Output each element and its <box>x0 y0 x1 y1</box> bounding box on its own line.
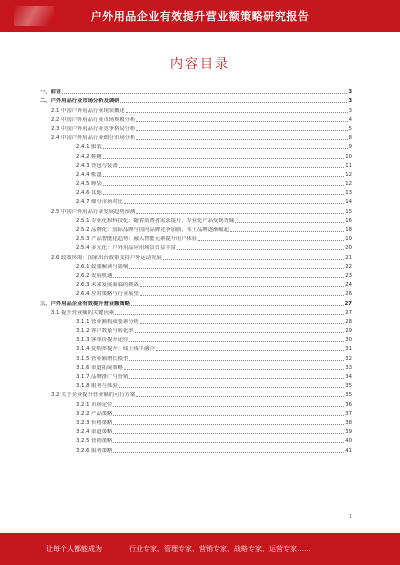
dot-leader <box>129 268 344 269</box>
toc-entry[interactable] <box>40 261 352 270</box>
toc-entry-label: 2.2 中国户外用品行业市场规模分析 <box>51 116 136 123</box>
toc-entry[interactable] <box>40 426 352 435</box>
toc-entry-label: 2.3 中国户外用品行业竞争格局分析 <box>51 125 136 132</box>
toc-entry-page: 12 <box>345 181 352 188</box>
toc-entry-page: 16 <box>345 217 352 224</box>
toc-entry[interactable] <box>40 316 352 325</box>
toc-entry-page: 19 <box>345 236 352 243</box>
dot-leader <box>135 332 345 333</box>
dot-leader <box>136 121 347 122</box>
dot-leader <box>177 249 344 250</box>
toc-entry-page: 29 <box>345 328 352 335</box>
toc-entry[interactable] <box>40 288 352 297</box>
toc-entry-page: 21 <box>345 254 352 261</box>
toc-entry-page: 40 <box>345 438 352 445</box>
toc-entry-label: 3.2.6 服务策略 <box>76 447 113 454</box>
toc-entry-page: 4 <box>348 116 352 123</box>
dot-leader <box>119 387 345 388</box>
toc-entry-page: 27 <box>344 300 352 307</box>
toc-entry-page: 41 <box>345 447 352 454</box>
toc-entry-label: 2.4.5 睡袋 <box>76 181 102 188</box>
toc-entry[interactable] <box>40 362 352 371</box>
toc-entry-label: 2.6.4 应对策略与行业展望 <box>76 291 139 298</box>
toc-entry-label: 2.6.1 政策解读与影响 <box>76 263 129 270</box>
toc-entry[interactable] <box>40 352 352 361</box>
dot-leader <box>113 452 344 453</box>
toc-entry-page: 9 <box>348 144 352 151</box>
toc-entry-page: 20 <box>345 245 352 252</box>
toc-entry[interactable] <box>40 398 352 407</box>
toc-entry-label: 3.2 关于企业提升营业额的可行方案 <box>51 392 136 399</box>
report-title: 户外用品企业有效提升营业额策略研究报告 <box>90 10 310 23</box>
toc-entry-label: 2.4.7 细分市场对比 <box>76 199 123 206</box>
dot-leader <box>115 314 344 315</box>
toc-entry-label: 3.1.5 营业额增长模型 <box>76 355 129 362</box>
dot-leader <box>129 341 344 342</box>
toc-entry-label: 3.2.2 产品策略 <box>76 410 113 417</box>
toc-entry-page: 32 <box>345 355 352 362</box>
toc-entry[interactable] <box>40 389 352 398</box>
dot-leader <box>124 203 344 204</box>
toc-entry-page: 35 <box>345 383 352 390</box>
toc-entry[interactable] <box>40 334 352 343</box>
toc-entry-page: 31 <box>345 346 352 353</box>
toc-entry-label: 2.4 中国户外用品行业细分市场分析 <box>51 135 136 142</box>
toc-entry[interactable] <box>40 325 352 334</box>
toc-entry[interactable] <box>40 123 352 132</box>
dot-leader <box>103 148 348 149</box>
toc-entry-label: 3.1.8 服务与体验 <box>76 383 118 390</box>
toc-entry[interactable] <box>40 132 352 141</box>
dot-leader <box>103 176 344 177</box>
dot-leader <box>62 93 347 94</box>
dot-leader <box>140 286 344 287</box>
toc-entry-page: 10 <box>345 153 352 160</box>
toc-entry[interactable] <box>40 104 352 113</box>
dot-leader <box>113 424 344 425</box>
toc-entry-label: 3.1.3 客单价提升途径 <box>76 337 129 344</box>
toc-entry-label: 3.1 提升营业额的关键因素 <box>51 309 115 316</box>
page-number: 1 <box>348 514 352 520</box>
dot-leader <box>129 360 344 361</box>
toc-entry-page: 12 <box>345 171 352 178</box>
dot-leader <box>103 194 344 195</box>
toc-entry-page: 37 <box>345 410 352 417</box>
toc-heading: 内容目录 <box>169 57 230 72</box>
toc-entry-page: 24 <box>345 282 352 289</box>
toc-entry[interactable] <box>40 178 352 187</box>
toc-entry[interactable] <box>40 169 352 178</box>
toc-entry[interactable] <box>40 196 352 205</box>
toc-entry[interactable] <box>40 371 352 380</box>
toc-entry-page: 18 <box>345 227 352 233</box>
toc-entry-label: 2.4.2 鞋靴 <box>76 153 102 160</box>
toc-entry-page: 34 <box>345 374 352 380</box>
dot-leader <box>136 139 347 140</box>
dot-leader <box>140 323 344 324</box>
toc-entry-label: 3.1.1 营业额构成要素分析 <box>76 318 139 325</box>
toc-entry-page: 14 <box>345 199 352 206</box>
dot-leader <box>113 406 344 407</box>
dot-leader <box>129 378 344 379</box>
toc-entry-page: 3 <box>348 89 352 96</box>
toc-entry-label: 2.4.4 帐篷 <box>76 171 102 178</box>
toc-entry-label: 3.1.6 渠道拓展策略 <box>76 364 123 371</box>
toc-entry-label: 二、户外用品行业市场分析及调研 <box>40 98 120 105</box>
toc-entry-label: 3.1.7 品牌推广与营销 <box>76 374 129 380</box>
toc-entry-page: 3 <box>348 98 352 105</box>
toc-entry[interactable] <box>40 307 352 316</box>
toc-entry-page: 22 <box>345 263 352 270</box>
dot-leader <box>103 158 344 159</box>
dot-leader <box>136 130 347 131</box>
dot-leader <box>156 350 345 351</box>
dot-leader <box>124 369 344 370</box>
dot-leader <box>126 112 348 113</box>
header-decoration <box>14 6 54 26</box>
toc-entry-label: 2.4.1 服装 <box>76 144 102 151</box>
toc-entry[interactable] <box>40 270 352 279</box>
toc-entry-label: 2.6 政策环境：国家出台政策支持户外运动发展 <box>51 254 162 261</box>
toc-entry-label: 2.5.2 品牌化：国际品牌与国内品牌竞争加剧，本土品牌逐渐崛起 <box>76 227 229 233</box>
toc-entry[interactable] <box>40 251 352 260</box>
dot-leader <box>120 102 347 103</box>
toc-entry[interactable] <box>40 95 352 104</box>
toc-entry-label: 2.6.3 未来发展面临的挑战 <box>76 282 139 289</box>
toc-entry-label: 一、前言 <box>40 89 62 96</box>
dot-leader <box>136 396 344 397</box>
toc-entry-page: 3 <box>348 107 352 114</box>
dot-leader <box>230 231 344 232</box>
toc-entry-label: 2.5.1 专业化和科技化：随着消费者需求提升，专业化产品受到青睐 <box>76 217 235 224</box>
toc-entry[interactable] <box>40 408 352 417</box>
toc-entry-page: 15 <box>345 208 352 215</box>
dot-leader <box>198 240 344 241</box>
toc-entry-label: 2.5 中国户外用品行业发展趋势预测 <box>51 208 136 215</box>
dot-leader <box>163 259 345 260</box>
toc-entry[interactable] <box>40 160 352 169</box>
toc-entry-page: 30 <box>345 337 352 344</box>
toc-entry-page: 26 <box>345 291 352 298</box>
toc-entry[interactable] <box>40 233 352 242</box>
footer-roles: 行业专家、管理专家、营销专家、战略专家、运营专家…… <box>129 545 311 553</box>
toc-entry[interactable] <box>40 279 352 288</box>
toc-entry[interactable] <box>40 444 352 453</box>
toc-entry-label: 3.1.4 复购率提升：线上线下融合 <box>76 346 155 353</box>
toc-entry[interactable] <box>40 343 352 352</box>
toc-entry[interactable] <box>40 417 352 426</box>
toc-entry-label: 2.4.6 其他 <box>76 190 102 197</box>
toc-entry-label: 3.2.1 市场定位 <box>76 401 113 408</box>
toc-entry-page: 8 <box>348 135 352 142</box>
toc-entry-page: 35 <box>345 392 352 399</box>
toc-entry-label: 三、户外用品企业有效提升营业额策略 <box>40 300 131 307</box>
toc-entry[interactable] <box>40 224 352 233</box>
toc-entry-page: 38 <box>345 419 352 426</box>
dot-leader <box>113 442 344 443</box>
dot-leader <box>131 305 344 306</box>
toc-entry-label: 2.4.3 背包与装备 <box>76 162 118 169</box>
dot-leader <box>136 213 344 214</box>
toc-entry-page: 33 <box>345 364 352 371</box>
dot-leader <box>113 277 344 278</box>
toc-entry-page: 23 <box>345 272 352 279</box>
toc-entry[interactable] <box>40 215 352 224</box>
toc-entry-page: 11 <box>345 162 352 169</box>
toc-entry-page: 13 <box>345 190 352 197</box>
toc-entry[interactable] <box>40 141 352 150</box>
toc-entry[interactable] <box>40 86 352 95</box>
dot-leader <box>235 222 344 223</box>
toc-entry[interactable] <box>40 114 352 123</box>
toc-entry-label: 3.1.2 客户数量与转化率 <box>76 328 134 335</box>
toc-entry[interactable] <box>40 435 352 444</box>
footer-slogan: 让每个人都能成为 <box>46 545 102 553</box>
dot-leader <box>113 433 344 434</box>
dot-leader <box>103 185 344 186</box>
toc-entry-page: 39 <box>345 429 352 436</box>
toc-entry-label: 3.2.4 渠道策略 <box>76 429 113 436</box>
dot-leader <box>113 415 344 416</box>
toc-entry-label: 2.6.2 发展机遇 <box>76 272 113 279</box>
toc-entry-page: 27 <box>345 309 352 316</box>
toc-entry-label: 2.5.4 多元化：户外用品应用场景日益丰富 <box>76 245 176 252</box>
toc-entry[interactable] <box>40 242 352 251</box>
toc-entry[interactable] <box>40 150 352 159</box>
toc-entry-page: 36 <box>345 401 352 408</box>
report-header-banner <box>0 0 400 32</box>
toc-entry-label: 3.2.3 价格策略 <box>76 419 113 426</box>
footer-banner <box>0 533 400 565</box>
toc-entry-label: 3.2.5 营销策略 <box>76 438 113 445</box>
toc-entry-label: 2.1 中国户外用品行业现状概述 <box>51 107 125 114</box>
dot-leader <box>140 295 344 296</box>
dot-leader <box>119 167 345 168</box>
toc-entry[interactable] <box>40 205 352 214</box>
table-of-contents <box>40 86 352 454</box>
toc-entry-page: 5 <box>348 125 352 132</box>
toc-entry[interactable] <box>40 297 352 306</box>
toc-entry[interactable] <box>40 380 352 389</box>
toc-entry-page: 28 <box>345 318 352 325</box>
toc-entry-label: 2.5.3 产品智能化趋势：融入智能元素提升用户体验 <box>76 236 198 243</box>
toc-entry[interactable] <box>40 187 352 196</box>
